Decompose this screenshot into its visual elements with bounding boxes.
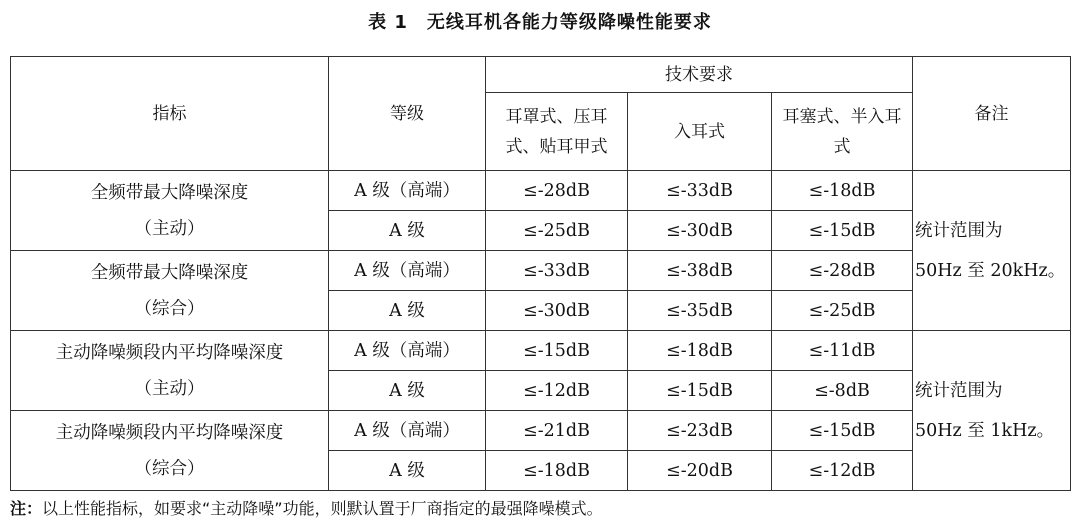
value-cell: ≤-20dB	[628, 451, 772, 491]
header-tech-requirements: 技术要求	[486, 57, 913, 93]
header-earmuff-type-line2: 式、贴耳甲式	[505, 136, 608, 157]
value-cell: ≤-15dB	[628, 371, 772, 411]
table-footnote	[10, 496, 603, 519]
metric-qualifier: （主动）	[134, 218, 205, 239]
metric-cell	[11, 411, 329, 491]
value-cell: ≤-12dB	[772, 451, 913, 491]
value-cell: ≤-30dB	[628, 211, 772, 251]
metric-cell	[11, 171, 329, 251]
level-cell: A 级（高端）	[329, 411, 486, 451]
value-cell: ≤-18dB	[772, 171, 913, 211]
header-earbud-type-line2: 式	[833, 136, 851, 157]
value-cell: ≤-21dB	[486, 411, 628, 451]
value-cell: ≤-25dB	[486, 211, 628, 251]
performance-requirements-table	[10, 56, 1071, 491]
value-cell: ≤-28dB	[772, 251, 913, 291]
footnote-label: 注：	[10, 499, 43, 518]
table-caption: 表 1 无线耳机各能力等级降噪性能要求	[368, 12, 712, 33]
remark-cell	[913, 331, 1071, 491]
level-cell: A 级	[329, 371, 486, 411]
remark-cell	[913, 171, 1071, 331]
level-cell: A 级	[329, 211, 486, 251]
level-cell: A 级（高端）	[329, 171, 486, 211]
value-cell: ≤-15dB	[486, 331, 628, 371]
value-cell: ≤-30dB	[486, 291, 628, 331]
remark-line: 50Hz 至 20kHz。	[915, 260, 1066, 281]
metric-name: 全频带最大降噪深度	[90, 262, 249, 283]
level-cell: A 级（高端）	[329, 251, 486, 291]
metric-qualifier: （综合）	[134, 298, 205, 319]
level-cell: A 级	[329, 291, 486, 331]
remark-line: 50Hz 至 1kHz。	[915, 420, 1055, 441]
value-cell: ≤-33dB	[628, 171, 772, 211]
metric-cell	[11, 331, 329, 411]
header-earbud-type	[772, 93, 913, 171]
header-in-ear-type: 入耳式	[628, 93, 772, 171]
header-earmuff-type-line1: 耳罩式、压耳	[505, 106, 608, 127]
footnote-text: 以上性能指标，如要求“主动降噪”功能，则默认置于厂商指定的最强降噪模式。	[42, 499, 603, 518]
metric-name: 主动降噪频段内平均降噪深度	[55, 342, 284, 363]
value-cell: ≤-12dB	[486, 371, 628, 411]
remark-line: 统计范围为	[915, 220, 1003, 241]
header-earmuff-type	[486, 93, 628, 171]
header-metric: 指标	[11, 57, 329, 171]
value-cell: ≤-11dB	[772, 331, 913, 371]
remark-line: 统计范围为	[915, 380, 1003, 401]
value-cell: ≤-28dB	[486, 171, 628, 211]
value-cell: ≤-38dB	[628, 251, 772, 291]
metric-qualifier: （主动）	[134, 378, 205, 399]
header-remark: 备注	[913, 57, 1071, 171]
value-cell: ≤-25dB	[772, 291, 913, 331]
level-cell: A 级	[329, 451, 486, 491]
header-earbud-type-line1: 耳塞式、半入耳	[782, 106, 902, 127]
value-cell: ≤-15dB	[772, 211, 913, 251]
value-cell: ≤-18dB	[486, 451, 628, 491]
value-cell: ≤-35dB	[628, 291, 772, 331]
metric-name: 全频带最大降噪深度	[90, 182, 249, 203]
value-cell: ≤-23dB	[628, 411, 772, 451]
metric-qualifier: （综合）	[134, 458, 205, 479]
metric-name: 主动降噪频段内平均降噪深度	[55, 422, 284, 443]
value-cell: ≤-15dB	[772, 411, 913, 451]
header-level: 等级	[329, 57, 486, 171]
level-cell: A 级（高端）	[329, 331, 486, 371]
metric-cell	[11, 251, 329, 331]
value-cell: ≤-33dB	[486, 251, 628, 291]
value-cell: ≤-18dB	[628, 331, 772, 371]
value-cell: ≤-8dB	[772, 371, 913, 411]
